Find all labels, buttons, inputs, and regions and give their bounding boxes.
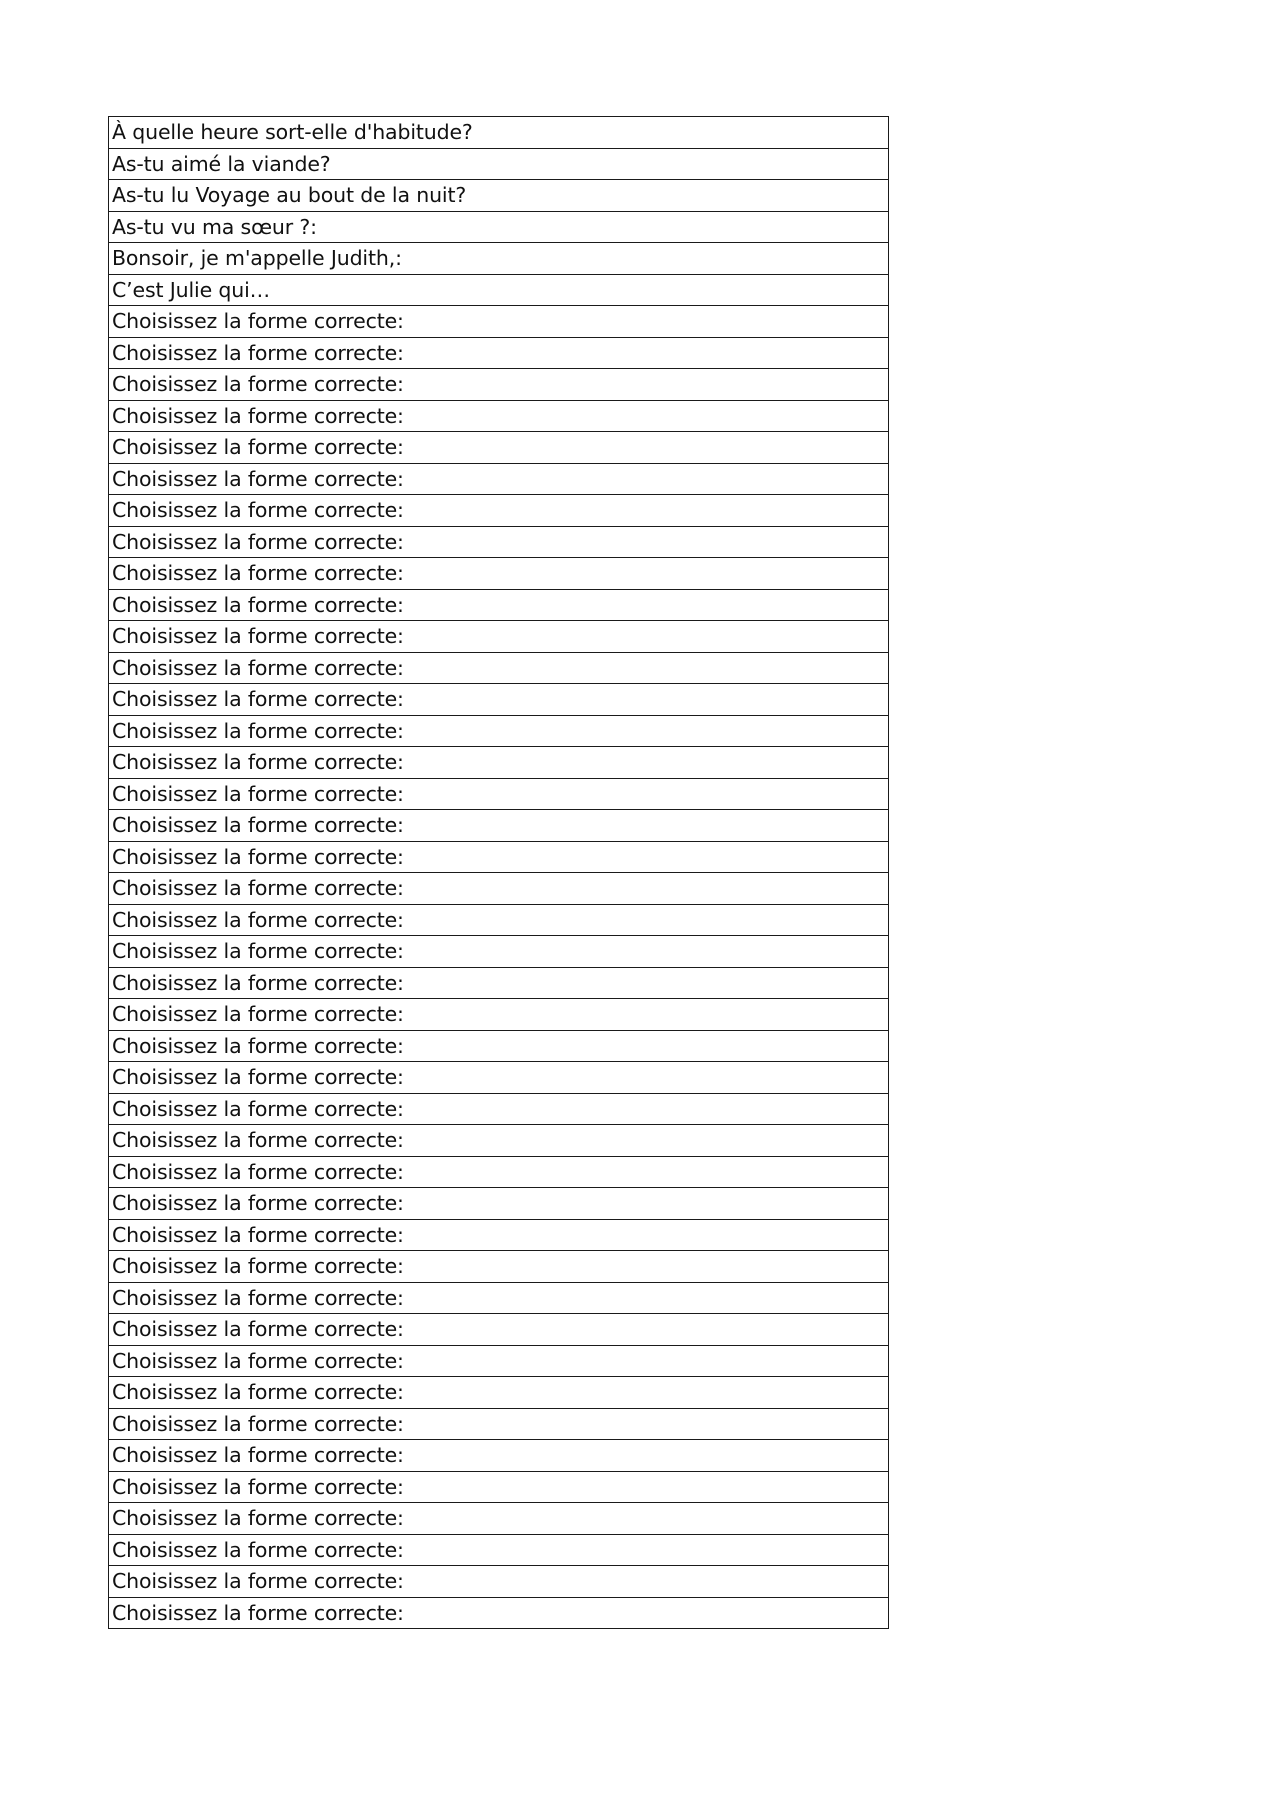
table-row	[109, 1597, 889, 1629]
table-cell: À quelle heure sort-elle d'habitude?	[109, 117, 889, 149]
table-cell: Choisissez la forme correcte:	[109, 558, 889, 590]
table-row	[109, 999, 889, 1031]
question-table-body	[109, 117, 889, 1629]
table-cell: Choisissez la forme correcte:	[109, 1345, 889, 1377]
table-cell: Choisissez la forme correcte:	[109, 1314, 889, 1346]
table-cell: Choisissez la forme correcte:	[109, 1440, 889, 1472]
table-cell: Choisissez la forme correcte:	[109, 337, 889, 369]
table-row	[109, 432, 889, 464]
table-row	[109, 1093, 889, 1125]
table-row	[109, 1282, 889, 1314]
table-row	[109, 463, 889, 495]
table-cell: Choisissez la forme correcte:	[109, 1566, 889, 1598]
table-cell: Choisissez la forme correcte:	[109, 967, 889, 999]
table-cell: Choisissez la forme correcte:	[109, 589, 889, 621]
table-cell: Choisissez la forme correcte:	[109, 778, 889, 810]
table-cell: Choisissez la forme correcte:	[109, 904, 889, 936]
table-row	[109, 1503, 889, 1535]
table-row	[109, 1471, 889, 1503]
table-row	[109, 1314, 889, 1346]
table-cell: Choisissez la forme correcte:	[109, 747, 889, 779]
table-cell: Choisissez la forme correcte:	[109, 1597, 889, 1629]
table-cell: As-tu vu ma sœur ?:	[109, 211, 889, 243]
table-cell: Choisissez la forme correcte:	[109, 1251, 889, 1283]
table-row	[109, 778, 889, 810]
table-cell: C’est Julie qui…	[109, 274, 889, 306]
table-cell: Choisissez la forme correcte:	[109, 495, 889, 527]
table-cell: Choisissez la forme correcte:	[109, 684, 889, 716]
table-cell: Choisissez la forme correcte:	[109, 1282, 889, 1314]
table-cell: As-tu lu Voyage au bout de la nuit?	[109, 180, 889, 212]
table-row	[109, 117, 889, 149]
table-row	[109, 747, 889, 779]
table-cell: Choisissez la forme correcte:	[109, 369, 889, 401]
table-cell: Choisissez la forme correcte:	[109, 1503, 889, 1535]
table-cell: Choisissez la forme correcte:	[109, 1030, 889, 1062]
table-cell: Choisissez la forme correcte:	[109, 432, 889, 464]
table-cell: Choisissez la forme correcte:	[109, 400, 889, 432]
table-row	[109, 337, 889, 369]
table-row	[109, 904, 889, 936]
table-row	[109, 841, 889, 873]
table-row	[109, 400, 889, 432]
table-cell: Choisissez la forme correcte:	[109, 526, 889, 558]
table-cell: Choisissez la forme correcte:	[109, 1125, 889, 1157]
table-row	[109, 1440, 889, 1472]
table-cell: Choisissez la forme correcte:	[109, 715, 889, 747]
table-row	[109, 1251, 889, 1283]
table-cell: Choisissez la forme correcte:	[109, 306, 889, 338]
table-row	[109, 558, 889, 590]
table-row	[109, 1219, 889, 1251]
table-row	[109, 495, 889, 527]
table-cell: Choisissez la forme correcte:	[109, 841, 889, 873]
table-row	[109, 1534, 889, 1566]
table-row	[109, 621, 889, 653]
table-row	[109, 1408, 889, 1440]
table-row	[109, 810, 889, 842]
table-row	[109, 1566, 889, 1598]
table-cell: Choisissez la forme correcte:	[109, 873, 889, 905]
table-row	[109, 148, 889, 180]
table-cell: Choisissez la forme correcte:	[109, 1377, 889, 1409]
table-row	[109, 243, 889, 275]
table-cell: Choisissez la forme correcte:	[109, 1408, 889, 1440]
table-row	[109, 1377, 889, 1409]
table-cell: Bonsoir, je m'appelle Judith,:	[109, 243, 889, 275]
table-row	[109, 936, 889, 968]
table-row	[109, 211, 889, 243]
question-table	[108, 116, 889, 1629]
table-cell: Choisissez la forme correcte:	[109, 1062, 889, 1094]
table-row	[109, 589, 889, 621]
table-cell: Choisissez la forme correcte:	[109, 652, 889, 684]
table-row	[109, 873, 889, 905]
table-cell: Choisissez la forme correcte:	[109, 999, 889, 1031]
table-row	[109, 684, 889, 716]
table-row	[109, 526, 889, 558]
table-cell: Choisissez la forme correcte:	[109, 936, 889, 968]
table-row	[109, 1125, 889, 1157]
table-row	[109, 306, 889, 338]
table-cell: Choisissez la forme correcte:	[109, 621, 889, 653]
table-cell: Choisissez la forme correcte:	[109, 1471, 889, 1503]
table-cell: Choisissez la forme correcte:	[109, 1093, 889, 1125]
table-row	[109, 180, 889, 212]
table-row	[109, 1345, 889, 1377]
table-row	[109, 652, 889, 684]
table-row	[109, 715, 889, 747]
table-row	[109, 369, 889, 401]
table-row	[109, 1030, 889, 1062]
table-row	[109, 1062, 889, 1094]
table-row	[109, 1156, 889, 1188]
table-cell: Choisissez la forme correcte:	[109, 810, 889, 842]
table-row	[109, 1188, 889, 1220]
table-cell: Choisissez la forme correcte:	[109, 1534, 889, 1566]
table-cell: As-tu aimé la viande?	[109, 148, 889, 180]
table-cell: Choisissez la forme correcte:	[109, 463, 889, 495]
table-cell: Choisissez la forme correcte:	[109, 1156, 889, 1188]
table-row	[109, 967, 889, 999]
table-row	[109, 274, 889, 306]
table-cell: Choisissez la forme correcte:	[109, 1219, 889, 1251]
table-cell: Choisissez la forme correcte:	[109, 1188, 889, 1220]
